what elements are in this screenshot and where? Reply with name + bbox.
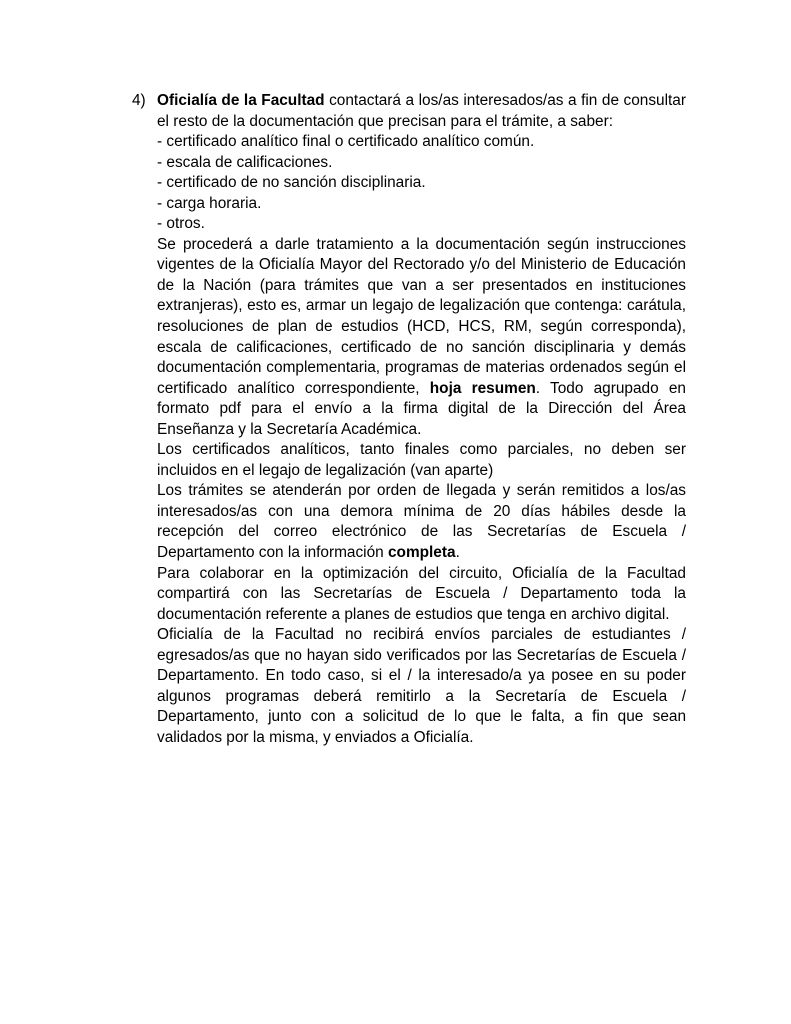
list-item: - carga horaria. — [157, 194, 262, 212]
intro-paragraph — [157, 91, 686, 132]
paragraph-certificates: Los certificados analíticos, tanto finales como parciales, no deben ser incluidos en el legajo de legalización (van aparte) — [157, 441, 686, 479]
procedure-text: Se procederá a darle tratamiento a la documentación según instrucciones vigentes de la Oficialía Mayor del Rectorado y/o del Ministerio de Educación de la Nación (para trámites que van a ser presentados en instituciones extranjeras), esto es, armar un legajo de legalización que contenga: carátula, resoluciones de plan de estudios (HCD, HCS, RM, según corresponda), escala de calificaciones, certificado de no sanción disciplinaria y demás documentación complementaria, programas de materias ordenados según el certificado analítico correspondiente, — [157, 235, 686, 397]
procedure-text-end: . Todo agrupado en formato pdf para el envío a la firma digital de la Dirección del Área Enseñanza y la Secretaría Académica. — [157, 379, 686, 438]
procedure-bold-term: hoja resumen — [429, 379, 536, 397]
list-item: - otros. — [157, 215, 205, 233]
timing-text-end: . — [455, 544, 460, 562]
item-number: 4) — [132, 92, 146, 109]
paragraph-procedure — [157, 235, 686, 440]
list-item: - certificado de no sanción disciplinaria. — [157, 174, 426, 192]
paragraph-collaboration: Para colaborar en la optimización del circuito, Oficialía de la Facultad compartirá con las Secretarías de Escuela / Departamento toda la documentación referente a planes de estudios que tenga en archivo digital. — [157, 564, 686, 623]
paragraph-timing — [157, 481, 686, 563]
intro-bold-term: Oficialía de la Facultad — [157, 92, 325, 109]
list-item: - escala de calificaciones. — [157, 153, 333, 171]
list-item: - certificado analítico final o certificado analítico común. — [157, 133, 535, 151]
timing-text: Los trámites se atenderán por orden de llegada y serán remitidos a los/as interesados/as con una demora mínima de 20 días hábiles desde la recepción del correo electrónico de las Secretarías de Escuela / Departamento con la información — [157, 482, 686, 562]
timing-bold-term: completa — [387, 544, 456, 562]
numbered-item-4 — [132, 91, 686, 749]
paragraph-partial-submissions: Oficialía de la Facultad no recibirá envíos parciales de estudiantes / egresados/as que no hayan sido verificados por las Secretarías de Escuela / Departamento. En todo caso, si el / la interesado/a ya posee en su poder algunos programas deberá remitirlo a la Secretaría de Escuela / Departamento, junto con a solicitud de lo que le falta, a fin que sean validados por la misma, y enviados a Oficialía. — [157, 626, 686, 746]
item-body — [157, 91, 686, 749]
intro-text: contactará a los/as interesados/as a fin de consultar el resto de la documentación que precisan para el trámite, a saber: — [157, 92, 686, 130]
